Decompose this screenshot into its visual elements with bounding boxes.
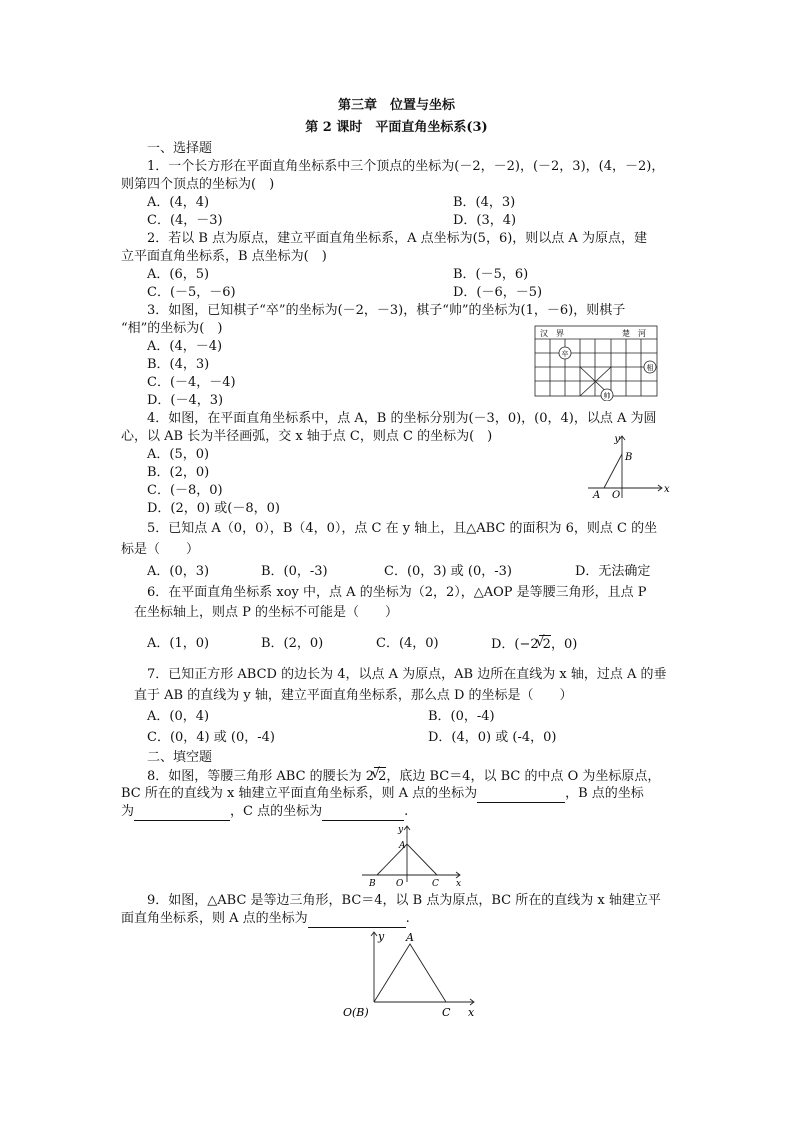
point-b-label: B — [369, 879, 376, 889]
q1-option-b: B．(4，3) — [453, 195, 516, 210]
q8-line3-middle: ，C 点的坐标为 — [230, 804, 323, 819]
chu-he-label: 楚 河 — [622, 329, 646, 338]
q9-line2-suffix: . — [405, 911, 410, 926]
q2-line1: 2．若以 B 点为原点，建立平面直角坐标系，A 点坐标为(5，6)，则以点 A 为原点，建 — [147, 231, 647, 246]
q2-option-b: B．(－5，6) — [453, 267, 529, 282]
answer-blank-b[interactable] — [134, 806, 230, 821]
q7-option-d: D．(4，0) 或 (-4，0) — [428, 730, 557, 745]
y-axis-label: y — [614, 434, 620, 445]
q3-option-c: C．(－4，－4) — [147, 375, 236, 390]
q4-option-d: D．(2，0) 或(－8，0) — [147, 501, 280, 516]
q5-line2: 标是（ ） — [121, 542, 200, 557]
y-axis-label: y — [398, 825, 404, 835]
sqrt-sign-icon: √ — [535, 634, 545, 650]
chapter-title: 第三章 位置与坐标 — [337, 98, 455, 113]
q2-option-c: C．(－5，－6) — [147, 285, 236, 300]
point-b-label: B — [625, 452, 633, 463]
q9-figure — [340, 926, 485, 1023]
origin-label: O — [396, 879, 404, 889]
q8-line2 — [121, 785, 644, 803]
piece-zu-label: 卒 — [561, 350, 569, 358]
q6-option-b: B．(2，0) — [261, 636, 324, 651]
q7-line2: 直于 AB 的直线为 y 轴，建立平面直角坐标系，那么点 D 的坐标是（ ） — [134, 688, 573, 703]
q3-line1: 3．如图，已知棋子“卒”的坐标为(－2，－3)，棋子“帅”的坐标为(1，－6)，则棋子 — [147, 303, 626, 318]
q1-option-a: A．(4，4) — [147, 195, 210, 210]
q3-option-d: D．(－4，3) — [147, 393, 224, 408]
q6-option-d-prefix: D．(−2 — [491, 637, 539, 652]
point-c-label: C — [442, 1006, 451, 1019]
q5-option-d: D．无法确定 — [575, 564, 651, 579]
section-choice: 一、选择题 — [147, 141, 213, 156]
point-a-label: A — [593, 490, 601, 501]
q8-radicand: 2 — [378, 769, 387, 784]
x-axis-label: x — [664, 484, 670, 495]
q5-line1: 5．已知点 A（0，0），B（4，0），点 C 在 y 轴上，且△ABC 的面积为 6，则点 C 的坐 — [147, 521, 658, 536]
q8-line3-prefix: 为 — [121, 804, 135, 819]
x-axis-label: x — [468, 1006, 475, 1019]
y-axis-label: y — [378, 930, 385, 943]
q7-option-b: B．(0，-4) — [428, 709, 495, 724]
lesson-title: 第 2 课时 平面直角坐标系(3) — [305, 120, 488, 135]
q4-figure — [584, 430, 670, 502]
chessboard-figure — [534, 325, 664, 401]
q1-option-c: C．(4，－3) — [147, 213, 223, 228]
point-a-label: A — [406, 931, 414, 944]
piece-shuai-label: 帅 — [603, 392, 611, 400]
origin-label: O — [612, 490, 621, 501]
q3-line2: “相”的坐标为( ) — [121, 321, 223, 336]
q2-option-a: A．(6，5) — [147, 267, 210, 282]
q3-option-b: B．(4，3) — [147, 357, 210, 372]
triangle-abc — [374, 944, 446, 1002]
q4-line2: 心，以 AB 长为半径画弧，交 x 轴于点 C，则点 C 的坐标为( ) — [121, 429, 493, 444]
q6-option-c: C．(4，0) — [376, 636, 439, 651]
q2-line2: 立平面直角坐标系，B 点坐标为( ) — [121, 249, 327, 264]
x-axis-label: x — [456, 879, 462, 889]
q4-option-b: B．(2，0) — [147, 465, 210, 480]
q1-option-d: D．(3，4) — [453, 213, 517, 228]
q6-line2: 在坐标轴上，则点 P 的坐标不可能是（ ） — [134, 605, 399, 620]
q7-option-a: A．(0，4) — [147, 709, 210, 724]
q9-line1: 9．如图，△ABC 是等边三角形，BC＝4，以 B 点为原点，BC 所在的直线为 x 轴建立平 — [147, 893, 661, 908]
point-a-label: A — [399, 841, 406, 851]
q2-option-d: D．(－6，－5) — [453, 285, 543, 300]
sqrt-radicand — [371, 766, 387, 786]
q7-option-c: C．(0，4) 或 (0，-4) — [147, 730, 275, 745]
q1-line2: 则第四个顶点的坐标为( ) — [121, 177, 275, 192]
piece-shuai — [601, 389, 613, 401]
q6-option-d-radicand: 2 — [542, 637, 551, 652]
q9-line2-prefix: 面直角坐标系，则 A 点的坐标为 — [121, 911, 308, 926]
q8-line3-suffix: . — [404, 804, 409, 819]
q5-option-a: A．(0，3) — [147, 564, 210, 579]
q3-option-a: A．(4，－4) — [147, 339, 223, 354]
sqrt-radicand — [535, 634, 551, 654]
q4-line1: 4．如图，在平面直角坐标系中，点 A，B 的坐标分别为(－3，0)，(0，4)，以点 A 为圆 — [147, 411, 657, 426]
q4-option-a: A．(5，0) — [147, 447, 210, 462]
q8-line2-prefix: BC 所在的直线为 x 轴建立平面直角坐标系，则 A 点的坐标为 — [121, 786, 478, 801]
piece-zu — [559, 347, 571, 359]
q5-option-b: B．(0，-3) — [261, 564, 328, 579]
q5-option-c: C．(0，3) 或 (0，-3) — [384, 564, 512, 579]
q8-line2-suffix: ，B 点的坐标 — [565, 786, 644, 801]
piece-xiang — [644, 361, 656, 373]
q6-option-a: A．(1，0) — [147, 636, 210, 651]
q1-line1: 1．一个长方形在平面直角坐标系中三个顶点的坐标为(－2，－2)，(－2，3)，(4，－2)， — [147, 159, 665, 174]
q8-line3 — [121, 803, 408, 821]
answer-blank-c[interactable] — [322, 806, 404, 821]
answer-blank-a[interactable] — [477, 788, 565, 803]
q6-option-d — [491, 635, 577, 654]
q8-line1-prefix: 8．如图，等腰三角形 ABC 的腰长为 2 — [147, 769, 375, 784]
piece-xiang-label: 相 — [646, 364, 654, 372]
q8-line1 — [147, 767, 660, 786]
q8-figure — [360, 822, 470, 892]
q6-option-d-suffix: ，0) — [550, 637, 578, 652]
origin-label: O(B) — [343, 1006, 369, 1019]
q4-option-c: C．(－8，0) — [147, 483, 223, 498]
section-fill: 二、填空题 — [147, 750, 213, 765]
point-c-label: C — [432, 879, 439, 889]
q7-line1: 7．已知正方形 ABCD 的边长为 4，以点 A 为原点，AB 边所在直线为 x 轴，过点 A 的垂 — [147, 667, 667, 682]
q6-line1: 6．在平面直角坐标系 xoy 中，点 A 的坐标为（2，2），△AOP 是等腰三角形，且点 P — [147, 585, 647, 600]
sqrt-sign-icon: √ — [371, 766, 380, 782]
segment-ab — [604, 454, 622, 488]
q8-line1-suffix: ，底边 BC＝4，以 BC 的中点 O 为坐标原点， — [386, 769, 661, 784]
han-jie-label: 汉 界 — [540, 329, 564, 338]
